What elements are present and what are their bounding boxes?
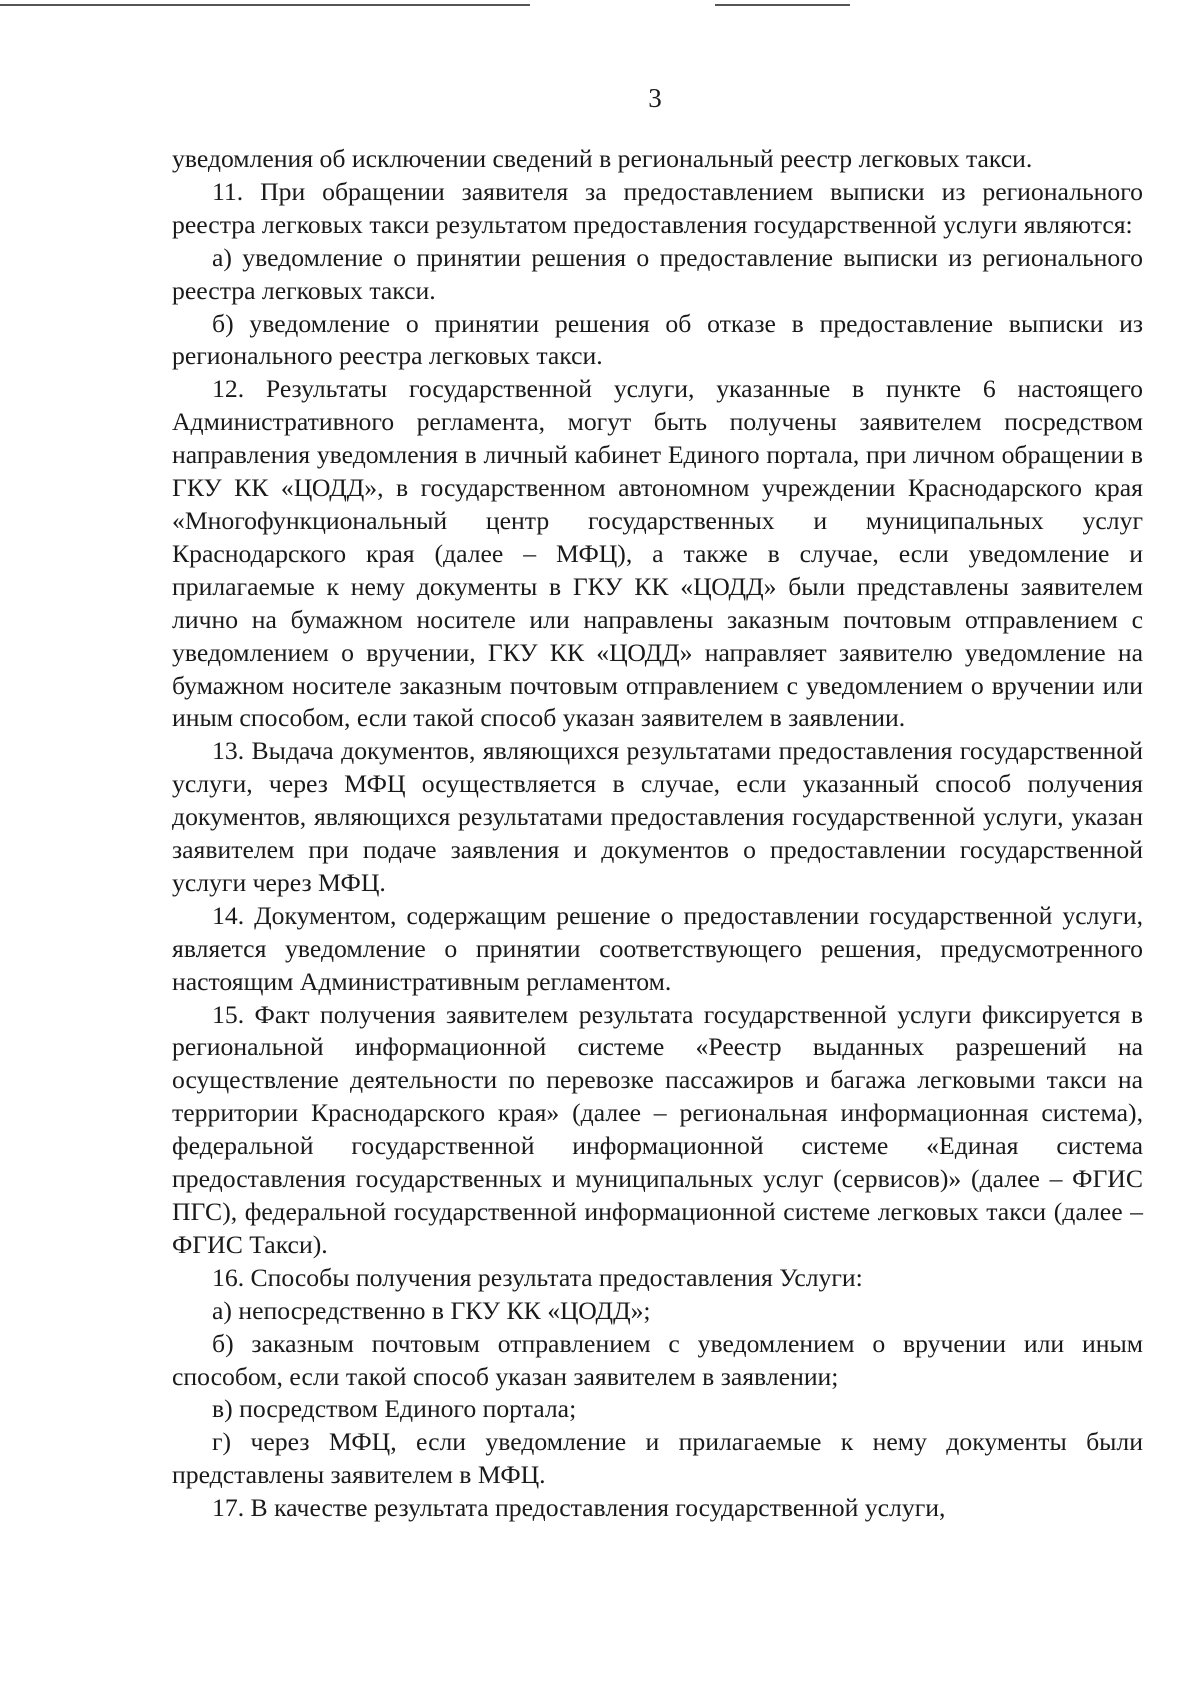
paragraph-16-b: б) заказным почтовым отправлением с уведомлением о вручении или иным способом, если такой способ указан заявителем в заявлении; [172, 1328, 1143, 1391]
scan-edge-line-right [715, 4, 850, 6]
paragraph-16: 16. Способы получения результата предоставления Услуги: [212, 1262, 863, 1292]
paragraph-11-b: б) уведомление о принятии решения об отказе в предоставление выписки из регионального реестра легковых такси. [172, 308, 1143, 371]
scan-edge-line-left [0, 4, 530, 6]
page-number: 3 [648, 83, 662, 113]
paragraph-16-v: в) посредством Единого портала; [212, 1394, 577, 1424]
paragraph-16-g: г) через МФЦ, если уведомление и прилагаемые к нему документы были представлены заявителем в МФЦ. [172, 1427, 1143, 1490]
paragraph-11-a: а) уведомление о принятии решения о предоставление выписки из регионального реестра легковых такси. [172, 242, 1143, 305]
paragraph-11: 11. При обращении заявителя за предоставлением выписки из регионального реестра легковых такси результатом предоставления государственной услуги являются: [172, 176, 1143, 239]
paragraph-13: 13. Выдача документов, являющихся результатами предоставления государственной услуги, через МФЦ осуществляется в случае, если указанный способ получения документов, являющихся результатами предоставления государственной услуги, указан заявителем при подаче заявления и документов о предоставлении государственной услуги через МФЦ. [172, 736, 1143, 897]
paragraph-continuation: уведомления об исключении сведений в региональный реестр легковых такси. [172, 144, 1033, 173]
document-body [172, 143, 1143, 1525]
paragraph-16-a: а) непосредственно в ГКУ КК «ЦОДД»; [212, 1295, 651, 1325]
paragraph-17: 17. В качестве результата предоставления государственной услуги, [212, 1493, 946, 1523]
paragraph-15: 15. Факт получения заявителем результата государственной услуги фиксируется в региональной информационной системе «Реестр выданных разрешений на осуществление деятельности по перевозке пассажиров и багажа легковыми такси на территории Краснодарского края» (далее – региональная информационная система), федеральной государственной информационной системе «Единая система предоставления государственных и муниципальных услуг (сервисов)» (далее – ФГИС ПГС), федеральной государственной информационной системе легковых такси (далее – ФГИС Такси). [172, 999, 1143, 1259]
paragraph-14: 14. Документом, содержащим решение о предоставлении государственной услуги, является уведомление о принятии соответствующего решения, предусмотренного настоящим Административным регламентом. [172, 900, 1143, 996]
paragraph-12: 12. Результаты государственной услуги, указанные в пункте 6 настоящего Административного регламента, могут быть получены заявителем посредством направления уведомления в личный кабинет Единого портала, при личном обращении в ГКУ КК «ЦОДД», в государственном автономном учреждении Краснодарского края «Многофункциональный центр государственных и муниципальных услуг Краснодарского края (далее – МФЦ), а также в случае, если уведомление и прилагаемые к нему документы в ГКУ КК «ЦОДД» были представлены заявителем лично на бумажном носителе или направлены заказным почтовым отправлением с уведомлением о вручении, ГКУ КК «ЦОДД» направляет заявителю уведомление на бумажном носителе заказным почтовым отправлением с уведомлением о вручении или иным способом, если такой способ указан заявителем в заявлении. [172, 374, 1143, 733]
